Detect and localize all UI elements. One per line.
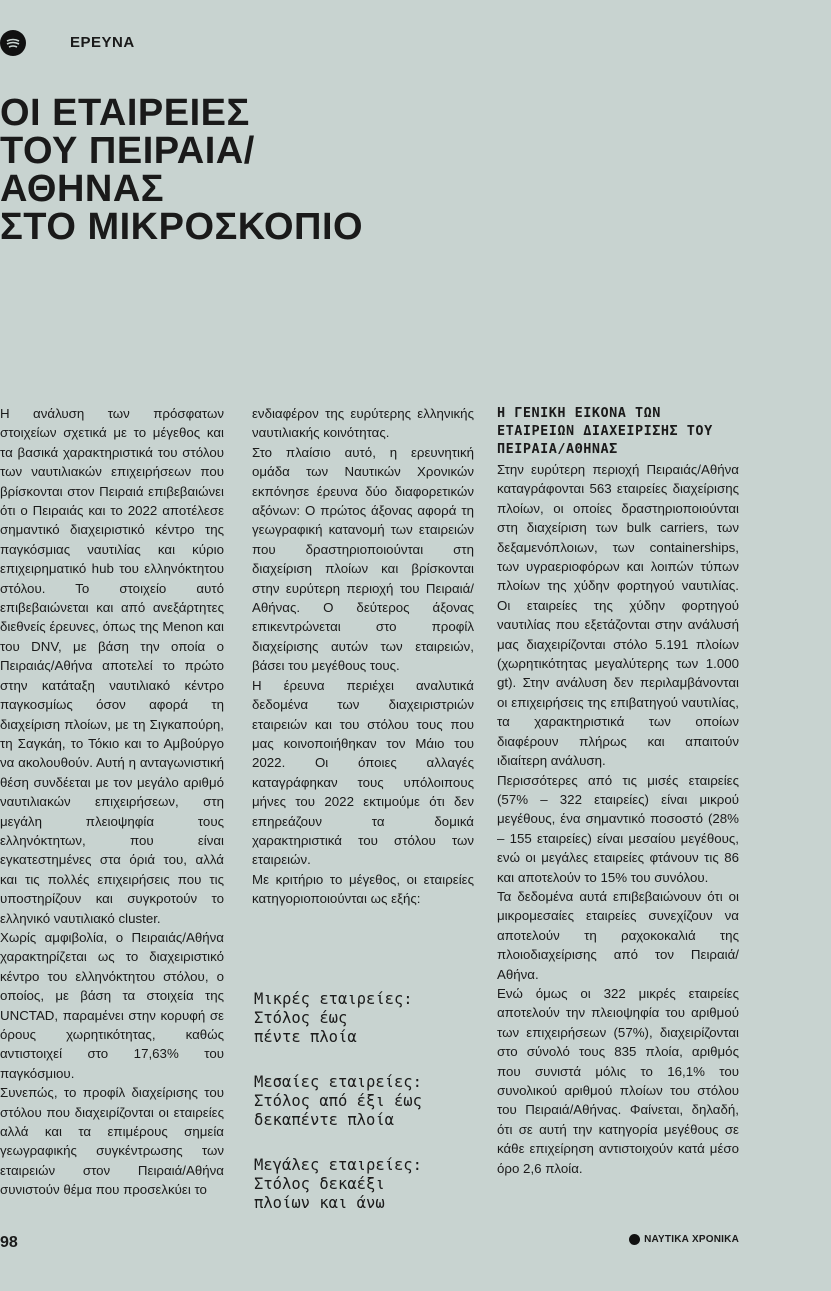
category-small: Μικρές εταιρείες: Στόλος έως πέντε πλοία [254, 990, 413, 1046]
company-size-categories [254, 990, 484, 1239]
paragraph: Τα δεδομένα αυτά επιβεβαιώνουν ότι οι μικρομεσαίες εταιρείες συνεχίζουν να αποτελούν τη ραχοκοκαλιά της πλοιοδιαχείρισης από τον Πειραιά/Αθήνα. [497, 888, 739, 982]
title-line: ΟΙ ΕΤΑΙΡΕΙΕΣ [0, 92, 250, 134]
article-column-3 [497, 404, 739, 1178]
column-subheading: Η ΓΕΝΙΚΗ ΕΙΚΟΝΑ ΤΩΝ ΕΤΑΙΡΕΙΩΝ ΔΙΑΧΕΙΡΙΣΗΣ ΤΟΥ ΠΕΙΡΑΙΑ/ΑΘΗΝΑΣ [497, 405, 713, 457]
paragraph: Η ανάλυση των πρόσφατων στοιχείων σχετικά με το μέγεθος και τα βασικά χαρακτηριστικά του στόλου των ναυτιλιακών επιχειρήσεων που βρίσκονται στον Πειραιά επιβεβαιώνει ότι ο Πειραιάς και το 2022 αποτέλεσε σημαντικό διαχειριστικό κέντρο της παγκόσμιας ναυτιλίας και κύριο επιχειρηματικό hub του ελληνόκτητου στόλου. Το στοιχείο αυτό επιβεβαιώνεται και από ανεξάρτητες διεθνείς έρευνες, όπως της Menon και του DNV, με βάση την οποία ο Πειραιάς/Αθήνα αποτελεί το πρώτο στην κατάταξη ναυτιλιακό κέντρο παγκοσμίως όσον αφορά τη διαχείριση πλοίων, με τη Σιγκαπούρη, τη Σαγκάη, το Τόκιο και το Αμβούργο να ακολουθούν. Αυτή η ανταγωνιστική θέση συνδέεται με τον μεγάλο αριθμό ναυτιλιακών επιχειρήσεων, στη μεγάλη πλειοψηφία τους ελληνόκτητων, που είναι εγκατεστημένες στα όριά του, αλλά και τις πολλές επιχειρήσεις που τις υποστηρίζουν και συγκροτούν το ελληνικό ναυτιλιακό cluster. [0, 406, 224, 926]
paragraph: Χωρίς αμφιβολία, ο Πειραιάς/Αθήνα χαρακτηρίζεται ως το διαχειριστικό κέντρο του ελληνόκτητου στόλου, ο οποίος, με βάση τα στοιχεία της UNCTAD, παραμένει στην κορυφή σε όρους χωρητικότητας, καθώς αντιστοιχεί στο 17,63% του παγκόσμιου. [0, 929, 224, 1081]
brand-name: ΝΑΥΤΙΚΑ ΧΡΟΝΙΚΑ [644, 1234, 739, 1245]
category-medium: Μεσαίες εταιρείες: Στόλος από έξι έως δεκαπέντε πλοία [254, 1073, 422, 1129]
publication-logo-icon [0, 30, 26, 56]
page-number: 98 [0, 1234, 18, 1251]
paragraph: ενδιαφέρον της ευρύτερης ελληνικής ναυτιλιακής κοινότητας. [252, 406, 474, 441]
paragraph: Συνεπώς, το προφίλ διαχείρισης του στόλου που διαχειρίζονται οι εταιρείες αλλά και τα επιμέρους σημεία γεωγραφικής συγκέντρωσης των εταιρειών στον Πειραιά/Αθήνα συνιστούν θέμα που προσελκύει το [0, 1085, 224, 1198]
brand-footer [629, 1234, 739, 1245]
title-line: ΑΘΗΝΑΣ [0, 168, 165, 210]
section-label: ΕΡΕΥΝΑ [70, 34, 135, 51]
article-title [0, 94, 460, 246]
brand-logo-icon [629, 1234, 640, 1245]
paragraph: Ενώ όμως οι 322 μικρές εταιρείες αποτελούν την πλειοψηφία του αριθμού των επιχειρήσεων (57%), διαχειρίζονται στο σύνολό τους 835 πλοία, αριθμός που συνιστά μόλις το 16,1% του συνολικού αριθμού πλοίων του στόλου του Πειραιά/Αθήνας. Φαίνεται, δηλαδή, ότι σε αυτή την κατηγορία μεγέθους σε κάθε επιχείρηση αντιστοιχούν κατά μέσο όρο 2,6 πλοία. [497, 985, 739, 1176]
category-large: Μεγάλες εταιρείες: Στόλος δεκαέξι πλοίων και άνω [254, 1156, 422, 1212]
article-column-2 [252, 404, 474, 909]
title-line: ΣΤΟ ΜΙΚΡΟΣΚΟΠΙΟ [0, 206, 364, 248]
paragraph: Περισσότερες από τις μισές εταιρείες (57% – 322 εταιρείες) είναι μικρού μεγέθους, ένα σημαντικό ποσοστό (28% – 155 εταιρείες) είναι μεσαίου μεγέθους, ενώ οι μεγάλες εταιρείες φτάνουν τις 86 και αποτελούν το 15% του συνόλου. [497, 772, 739, 885]
paragraph: Η έρευνα περιέχει αναλυτικά δεδομένα των διαχειριστριών εταιρειών και του στόλου τους που μας κοινοποιήθηκαν τον Μάιο του 2022. Οι όποιες αλλαγές καταγράφηκαν τους υπόλοιπους μήνες του 2022 εκτιμούμε ότι δεν επηρεάζουν τα δομικά χαρακτηριστικά του στόλου των εταιρειών. [252, 677, 474, 868]
title-line: ΤΟΥ ΠΕΙΡΑΙΑ/ [0, 130, 255, 172]
article-column-1 [0, 404, 224, 1200]
paragraph: Στο πλαίσιο αυτό, η ερευνητική ομάδα των Ναυτικών Χρονικών εκπόνησε έρευνα δύο διαφορετικών αξόνων: Ο πρώτος άξονας αφορά τη γεωγραφική κατανομή των εταιρειών που δραστηριοποιούνται στη διαχείριση πλοίων και βρίσκονται στην ευρύτερη περιοχή του Πειραιά/Αθήνας. Ο δεύτερος άξονας επικεντρώνεται στο προφίλ διαχείρισης αυτών των εταιρειών, βάσει του μεγέθους τους. [252, 444, 474, 674]
paragraph: Στην ευρύτερη περιοχή Πειραιάς/Αθήνα καταγράφονται 563 εταιρείες διαχείρισης πλοίων, οι οποίες δραστηριοποιούνται στη διαχείριση των bulk carriers, των δεξαμενόπλοιων, των containerships, των υγραεριοφόρων και λοιπών τύπων πλοίων της χύδην φορτηγού ναυτιλίας. Οι εταιρείες της χύδην φορτηγού ναυτιλίας που εξετάζονται στην ανάλυσή μας διαχειρίζονται στόλο 5.191 πλοίων (χωρητικότητας μεγαλύτερης των 1.000 gt). Στην ανάλυση δεν περιλαμβάνονται οι επιχειρήσεις της επιβατηγού ναυτιλίας, τα χαρακτηριστικά των οποίων διαφέρουν πλήρως και απαιτούν ιδιαίτερη ανάλυση. [497, 462, 739, 769]
paragraph: Με κριτήριο το μέγεθος, οι εταιρείες κατηγοριοποιούνται ως εξής: [252, 871, 474, 907]
